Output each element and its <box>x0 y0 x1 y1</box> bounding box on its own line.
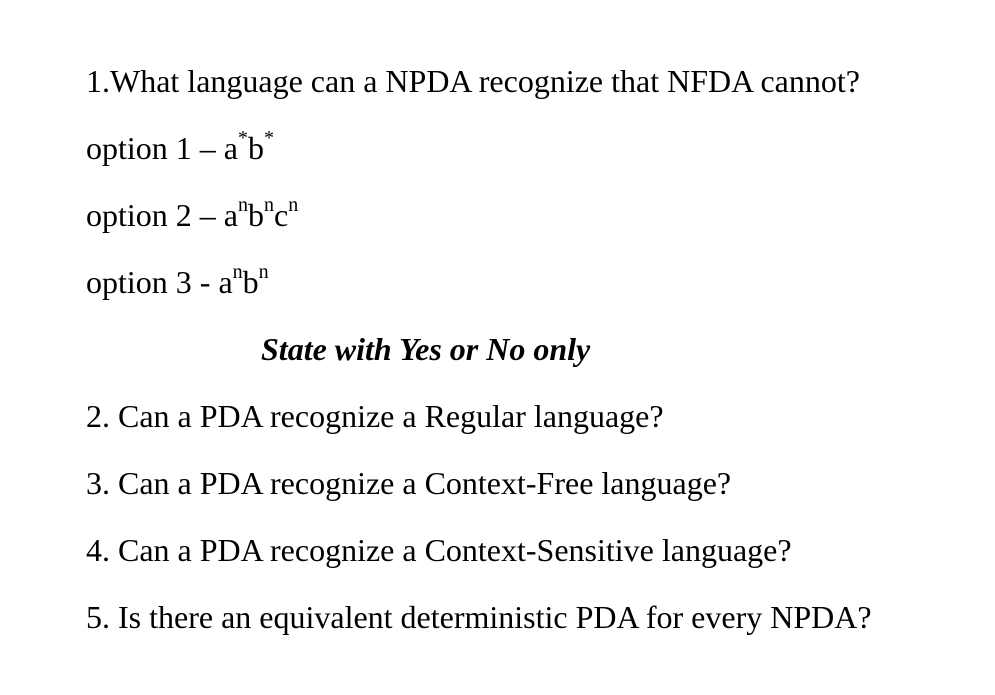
option-2-sup-b: n <box>263 194 274 217</box>
instruction-heading: State with Yes or No only <box>261 331 591 367</box>
option-1-base-a: a <box>223 130 238 166</box>
option-2-prefix: option 2 – <box>86 197 224 233</box>
question-5: 5. Is there an equivalent deterministic PDA for every NPDA? <box>86 599 872 635</box>
option-1-sup-a: * <box>237 127 248 150</box>
option-3-base-b: b <box>242 264 259 300</box>
option-3 <box>86 261 269 300</box>
option-1-prefix: option 1 – <box>86 130 224 166</box>
option-1-sup-b: * <box>263 127 274 150</box>
option-1 <box>86 127 274 166</box>
question-1: 1.What language can a NPDA recognize that NFDA cannot? <box>86 63 860 99</box>
option-2-base-a: a <box>223 197 238 233</box>
option-2-sup-c: n <box>288 194 299 217</box>
question-2: 2. Can a PDA recognize a Regular language? <box>86 398 664 434</box>
option-1-base-b: b <box>247 130 264 166</box>
option-3-sup-b: n <box>258 261 269 284</box>
question-4: 4. Can a PDA recognize a Context-Sensitive language? <box>86 532 792 568</box>
option-2 <box>86 194 299 233</box>
question-3: 3. Can a PDA recognize a Context-Free language? <box>86 465 732 501</box>
option-3-sup-a: n <box>232 261 243 284</box>
option-2-sup-a: n <box>237 194 248 217</box>
option-2-base-b: b <box>247 197 264 233</box>
option-3-base-a: a <box>218 264 233 300</box>
option-2-base-c: c <box>273 197 289 233</box>
option-3-prefix: option 3 - <box>86 264 219 300</box>
